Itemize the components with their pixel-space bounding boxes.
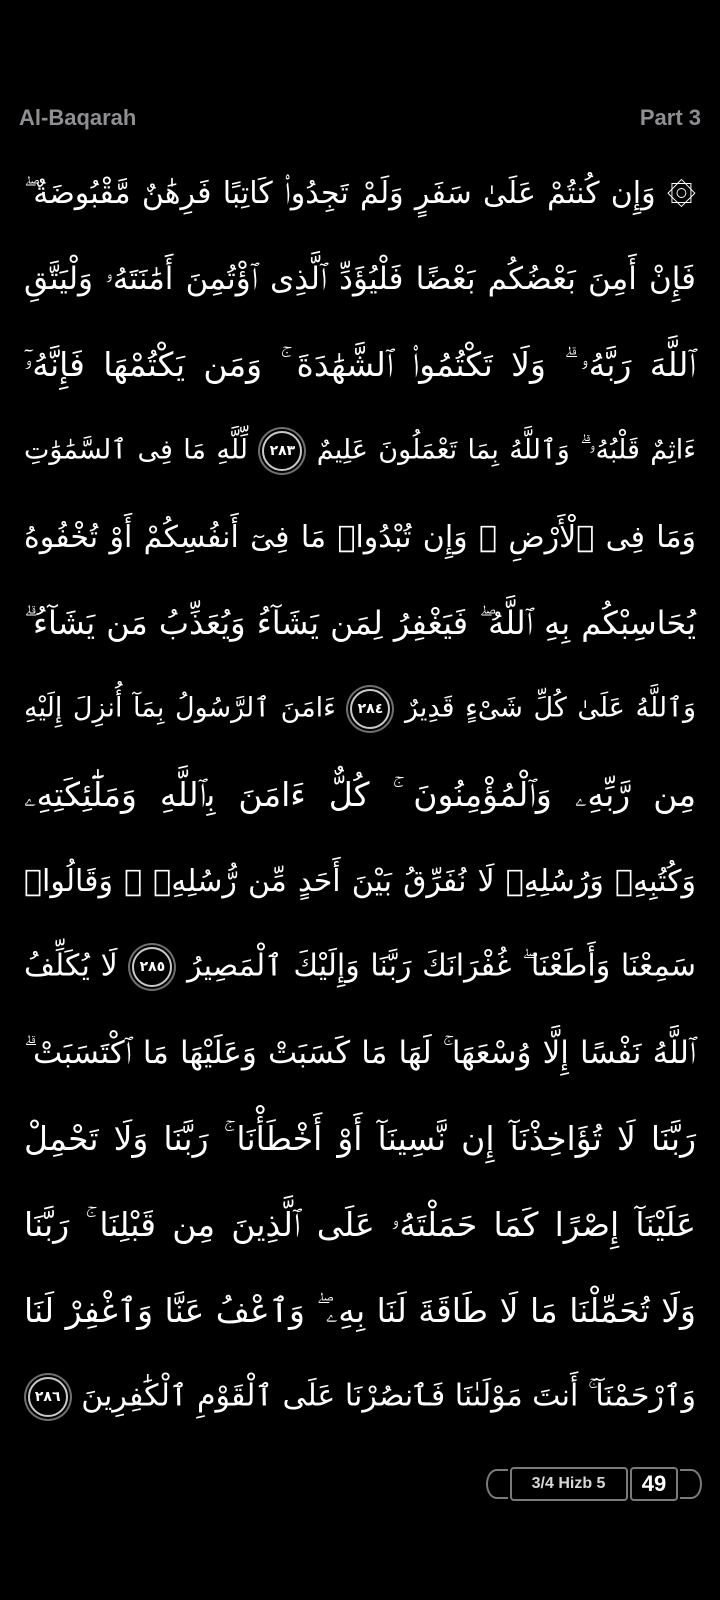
line-text: مِن رَّبِّهِۦ وَٱلْمُؤْمِنُونَ ۚ كُلٌّ ءَامَنَ بِٱللَّهِ وَمَلَٰٓئِكَتِهِۦ [24,775,696,814]
quran-line-14 [24,1268,696,1354]
quran-line-10 [24,924,696,1010]
line-text [24,431,696,471]
line-segment: لَا يُكَلِّفُ [24,948,118,984]
line-text: وَلَا تُحَمِّلْنَا مَا لَا طَاقَةَ لَنَا بِهِۦ ۖ وَٱعْفُ عَنَّا وَٱغْفِرْ لَنَا [24,1291,696,1330]
quran-line-4 [24,408,696,494]
line-segment: ءَاثِمٌ قَلْبُهُۥ ۗ وَٱللَّهُ بِمَا تَعْمَلُونَ عَلِيمٌ [316,434,696,466]
quran-line-12 [24,1096,696,1182]
line-segment: لِّلَّهِ مَا فِى ٱلسَّمَٰوَٰتِ [24,434,248,466]
line-text: ۞ وَإِن كُنتُمْ عَلَىٰ سَفَرٍ وَلَمْ تَجِدُوا۟ كَاتِبًا فَرِهَٰنٌ مَّقْبُوضَةٌ ۖ [24,175,696,211]
page-number[interactable]: 49 [630,1467,679,1501]
line-text: رَبَّنَا لَا تُؤَاخِذْنَآ إِن نَّسِينَآ أَوْ أَخْطَأْنَا ۚ رَبَّنَا وَلَا تَحْمِلْ [24,1119,696,1158]
quran-page[interactable] [24,150,696,1440]
line-text: ٱللَّهَ رَبَّهُۥ ۗ وَلَا تَكْتُمُوا۟ ٱلشَّهَٰدَةَ ۚ وَمَن يَكْتُمْهَا فَإِنَّهُۥٓ [24,345,696,384]
line-text: يُحَاسِبْكُم بِهِ ٱللَّهُ ۖ فَيَغْفِرُ لِمَن يَشَآءُ وَيُعَذِّبُ مَن يَشَآءُ ۗ [24,603,696,642]
line-text [24,947,696,987]
quran-line-5 [24,494,696,580]
line-text: عَلَيْنَآ إِصْرًا كَمَا حَمَلْتَهُۥ عَلَى ٱلَّذِينَ مِن قَبْلِنَا ۚ رَبَّنَا [24,1205,696,1244]
line-text: وَمَا فِى ٱلْأَرْضِ ۗ وَإِن تُبْدُوا۟ مَا فِىٓ أَنفُسِكُمْ أَوْ تُخْفُوهُ [24,519,696,555]
surah-name: Al-Baqarah [19,105,137,130]
ayah-number-marker[interactable]: ٢٨٦ [28,1377,68,1417]
quran-line-8 [24,752,696,838]
quran-line-11 [24,1010,696,1096]
page-footer [486,1465,702,1503]
ayah-number-marker[interactable]: ٢٨٥ [132,947,172,987]
quran-line-6 [24,580,696,666]
quran-line-3 [24,322,696,408]
line-text: فَإِنْ أَمِنَ بَعْضُكُم بَعْضًا فَلْيُؤَدِّ ٱلَّذِى ٱؤْتُمِنَ أَمَٰنَتَهُۥ وَلْيَتَّقِ [24,260,696,297]
quran-line-13 [24,1182,696,1268]
line-segment: وَٱللَّهُ عَلَىٰ كُلِّ شَىْءٍ قَدِيرٌ [405,692,696,724]
footer-ornament-left-icon [486,1469,508,1499]
quran-line-1 [24,150,696,236]
line-segment: ءَامَنَ ٱلرَّسُولُ بِمَآ أُنزِلَ إِلَيْهِ [24,692,336,724]
hizb-indicator[interactable]: 3/4 Hizb 5 [510,1467,628,1501]
line-text: وَكُتُبِهِۦ وَرُسُلِهِۦ لَا نُفَرِّقُ بَيْنَ أَحَدٍ مِّن رُّسُلِهِۦ ۚ وَقَالُوا۟ [24,863,696,899]
quran-line-7 [24,666,696,752]
line-text [24,689,696,729]
quran-line-2 [24,236,696,322]
ayah-number-marker[interactable]: ٢٨٣ [262,431,302,471]
ayah-number-marker[interactable]: ٢٨٤ [350,689,390,729]
quran-line-15 [24,1354,696,1440]
footer-ornament-right-icon [680,1469,702,1499]
part-label: Part 3 [639,105,701,130]
line-text [24,1377,696,1417]
line-segment: سَمِعْنَا وَأَطَعْنَا ۖ غُفْرَانَكَ رَبَّنَا وَإِلَيْكَ ٱلْمَصِيرُ [187,948,697,984]
line-text: ٱللَّهُ نَفْسًا إِلَّا وُسْعَهَا ۚ لَهَا مَا كَسَبَتْ وَعَلَيْهَا مَا ٱكْتَسَبَتْ ۗ [24,1034,696,1071]
quran-line-9 [24,838,696,924]
line-segment: وَٱرْحَمْنَآ ۚ أَنتَ مَوْلَىٰنَا فَٱنصُرْنَا عَلَى ٱلْقَوْمِ ٱلْكَٰفِرِينَ [81,1378,696,1414]
page-header [19,98,701,138]
